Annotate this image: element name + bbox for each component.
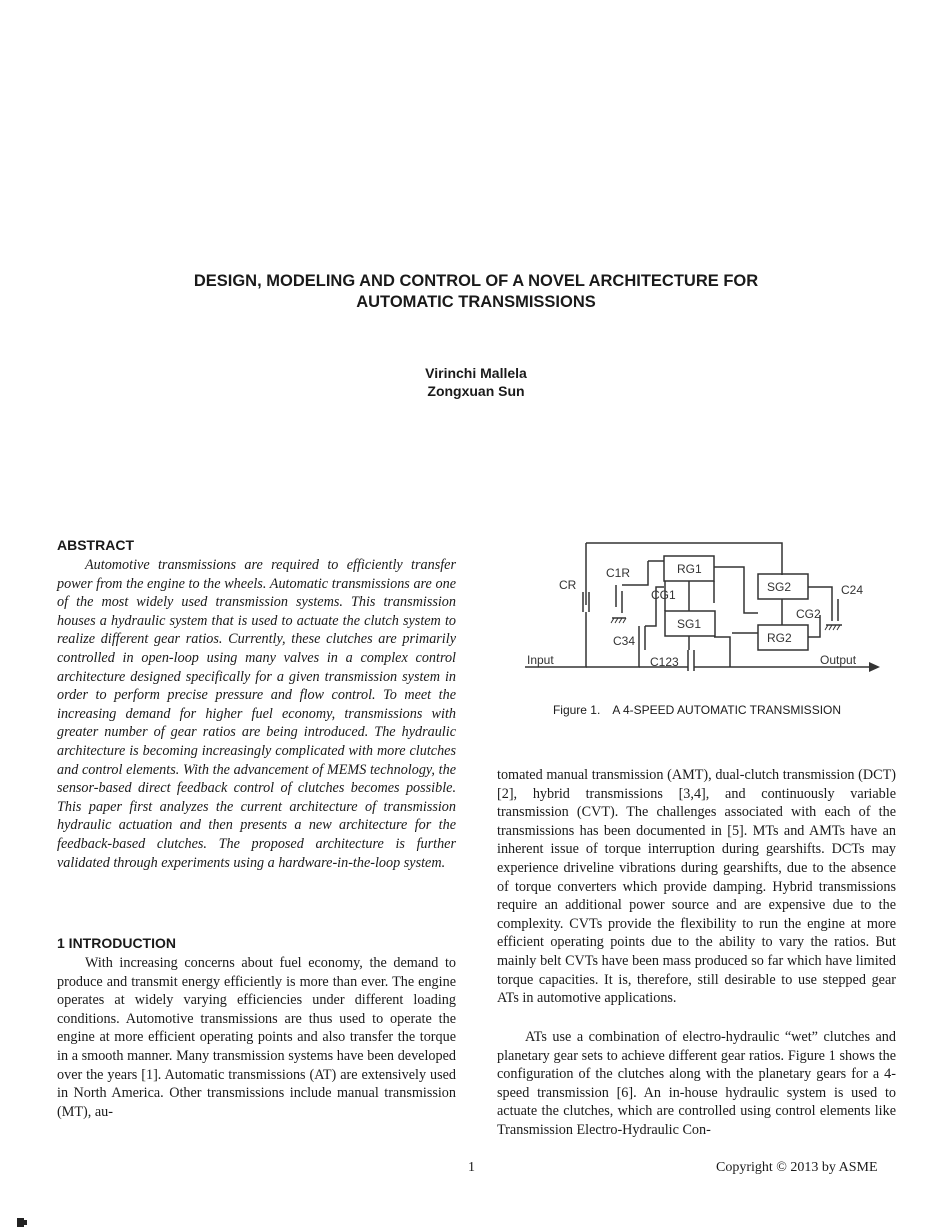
author-list [0, 364, 952, 400]
c34-clutch [639, 626, 645, 650]
introduction-paragraph: With increasing concerns about fuel economy, the demand to produce and transmit energy efficiently is more than ever. The engine operates at widely varying efficiencies under different loading conditions. Automotive transmissions are thus used to operate the engine at more efficient operating points and also transfer the torque in a smooth manner. Many transmission systems have been developed over the years [1]. Automatic transmissions (AT) are extensively used in North America. Other transmissions include manual transmission (MT), au- [57, 955, 456, 1120]
introduction-paragraph-continued: tomated manual transmission (AMT), dual-clutch transmission (DCT) [2], hybrid transmissions [3,4], and continuously variable transmission (CVT). The challenges associated with each of the transmissions has been documented in [5]. MTs and AMTs have an inherent issue of torque interruption during gearshifts. DCTs may experience driveline vibrations during gearshifts, due to the absence of torque converters which provide damping. Hybrid transmissions require an additional power source and are expensive due to the complexity. CVTs provide the flexibility to run the engine at more efficient operating points due to the ability to vary the ratios. But mainly belt CVTs have been mass produced so far which have limited torque capacities. It is, therefore, still desirable to use stepped gear ATs in automotive applications. [497, 767, 896, 1007]
label-rg1: RG1 [677, 562, 702, 576]
figure-caption [497, 703, 897, 717]
title-line-1: DESIGN, MODELING AND CONTROL OF A NOVEL ARCHITECTURE FOR [193, 272, 759, 290]
page-number: 1 [468, 1160, 475, 1175]
title-line-2: AUTOMATIC TRANSMISSIONS [356, 293, 596, 311]
c1r-clutch [616, 585, 622, 613]
introduction-paragraph: ATs use a combination of electro-hydraulic “wet” clutches and planetary gear sets to achieve different gear ratios. Figure 1 shows the configuration of the clutches along with the planetary gears for a 4-speed transmission [6]. An in-house hydraulic system is used to actuate the clutches, which are controlled using control elements like Transmission Electro-Hydraulic Con- [497, 1029, 896, 1138]
label-input: Input [527, 653, 554, 667]
introduction-heading: 1 INTRODUCTION [57, 935, 176, 951]
copyright-notice: Copyright © 2013 by ASME [716, 1160, 878, 1175]
label-sg2: SG2 [767, 580, 792, 594]
label-cr: CR [559, 578, 577, 592]
figure-caption-label: Figure 1. [552, 703, 601, 717]
author-name: Virinchi Mallela [425, 365, 527, 381]
label-sg1: SG1 [677, 617, 702, 631]
label-output: Output [820, 653, 857, 667]
author-name: Zongxuan Sun [427, 383, 525, 399]
transmission-diagram [520, 537, 880, 687]
label-c24: C24 [841, 583, 864, 597]
label-c1r: C1R [606, 566, 631, 580]
paper-title [0, 271, 952, 313]
abstract-text: Automotive transmissions are required to efficiently transfer power from the engine to the wheels. Automatic transmissions are one of the most widely used transmission systems. This transmission houses a hydraulic system that is used to actuate the clutch system to realize different gear ratios. Currently, these clutches are primarily controlled in open-loop using many valves in a complex control architecture designed specifically for a given transmission system in order to perform precise pressure and flow control. To meet the increasing demand for higher fuel economy, transmissions with greater number of gear ratios are being introduced. The hydraulic architecture is becoming increasingly complicated with more clutches and control elements. With the advancement of MEMS technology, the sensor-based direct feedback control of clutches becomes possible. This paper first analyzes the current architecture of transmission hydraulic actuation and then presents a new architecture for the feedback-based clutches. The proposed architecture is further validated through experiments using a hardware-in-the-loop system. [57, 557, 456, 871]
corner-marker-icon [17, 1218, 27, 1227]
figure-caption-text: A 4-SPEED AUTOMATIC TRANSMISSION [612, 703, 842, 717]
c24-clutch [832, 599, 838, 621]
label-c123: C123 [650, 655, 679, 669]
label-cg2: CG2 [796, 607, 821, 621]
output-arrow [869, 662, 880, 672]
abstract-heading: ABSTRACT [57, 537, 134, 553]
label-c34: C34 [613, 634, 636, 648]
c123-clutch [688, 650, 694, 671]
label-cg1: CG1 [651, 588, 676, 602]
label-rg2: RG2 [767, 631, 792, 645]
